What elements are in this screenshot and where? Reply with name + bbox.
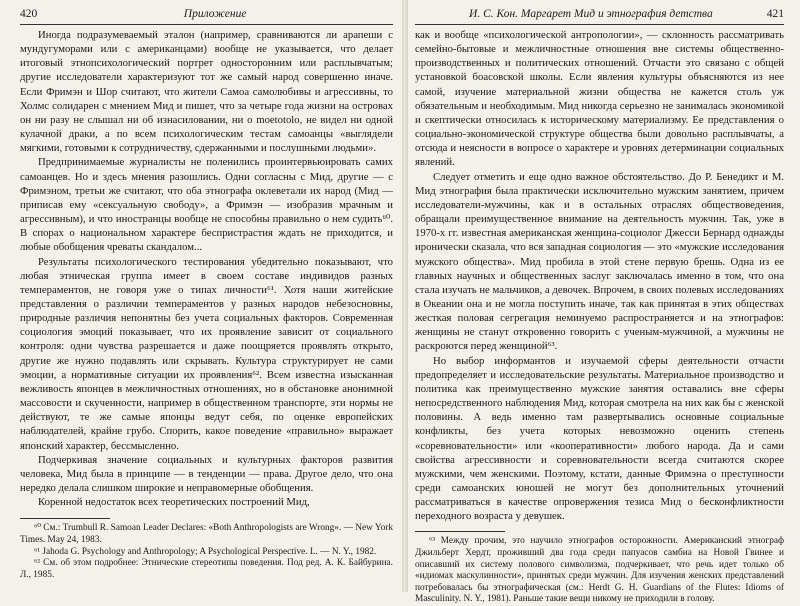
footnote-rule bbox=[20, 518, 110, 519]
footnote: ⁶³ Между прочим, это научило этнографов осторожности. Американский этнограф Джильберт Хердт, проживший два года среди папуасов самбиа на Новой Гвинее и описавший их систему полового символизма, подчеркивает, что речь идет только об «идиомах маскулинности», принятых среди мужчин. Для изучения женских представлений потребовалась бы этнографическая (см.: Herdt G. H. Guardians of the Flutes: Idioms of Masculinity. N. Y., 1981). Раньше такие вещи никому не приходили в голову. bbox=[415, 536, 784, 605]
paragraph: Подчеркивая значение социальных и культурных факторов развития человека, Мид была в принципе — в тенденции — права. Другое дело, что она нередко делала слишком широкие и неправомерные обобщения. bbox=[20, 453, 393, 494]
page-body bbox=[20, 28, 393, 509]
paragraph: Результаты психологического тестирования убедительно показывают, что любая этническая группа имеет в своем составе индивидов разных темпераментов, не говоря уже о типах личности⁶¹. Хотя наши житейские представления о различии темпераментов у разных народов небезосновны, природные различия непонятны без учета социальных факторов. Современная социология эмоций показывает, что их проявление зависит от социального контроля: одни чувства разрешается и даже поощряется проявлять открыто, другие же нужно подавлять или скрывать. Культура структурирует не сами эмоции, а нормативные ситуации их проявления⁶². Всем известна изысканная вежливость японцев в межличностных отношениях, но в обстановке анонимной массовости и скученности, например в общественном транспорте, эти нормы не действуют, те же самые японцы ведут себя, по оценке европейских наблюдателей, крайне грубо. Спорить, какое поведение «правильно» выражает японский характер, бессмысленно. bbox=[20, 255, 393, 452]
footnote: ⁶¹ Jahoda G. Psychology and Anthropology; A Psychological Perspective. L. — N. Y., 1982. bbox=[34, 546, 377, 557]
footnotes bbox=[20, 523, 393, 581]
footnote-rule bbox=[415, 531, 505, 532]
running-title: И. С. Кон. Маргарет Мид и этнография детства bbox=[469, 8, 713, 20]
right-page bbox=[405, 0, 800, 605]
running-header bbox=[20, 6, 393, 25]
page-number: 421 bbox=[766, 8, 784, 20]
paragraph: Иногда подразумеваемый эталон (например, сравниваются ли арапеши с мундугуморами или с американцами) вообще не указывается, что делает итоговый этнопсихологический портрет односторонним или расплывчатым; другие исследователи характеризуют тот же самый народ совершенно иначе. Если Фримэн и Шор считают, что жители Самоа самолюбивы и агрессивны, то Холмс солидарен с мнением Мид и пишет, что за четыре года жизни на островах он ни разу не слышал ни об изнасиловании, ни о moetotolo, не видел ни одной кулачной драки, а по всем психологическим тестам самоанцы «выглядели мягкими, готовыми к сотрудничеству, сдержанными и послушными людьми». bbox=[20, 29, 393, 155]
left-page bbox=[0, 0, 405, 592]
paragraph: Коренной недостаток всех теоретических построений Мид, bbox=[38, 496, 310, 509]
footnotes bbox=[415, 536, 784, 606]
paragraph: Но выбор информантов и изучаемой сферы деятельности отчасти предопределяет и исследовательские результаты. Материальное производство и политика как преимущественно мужские занятия оставались вне сферы непосредственного наблюдения Мид, которая смотрела на них как бы с женской половины. А ведь именно там развертывались основные социальные конфликты, без учета которых невозможно оценить степень «соревновательности» или «кооперативности» любого народа. Да и сами свойства агрессивности и соревновательности всегда считаются скорее мужскими, чем женскими. Поэтому, кстати, данные Фримэна о преступности среди самоанских юношей не могут без дополнительных уточнений рассматриваться в качестве опровержения тезиса Мид о бесконфликтности переходного возраста у девушек. bbox=[415, 354, 784, 523]
paragraph: Предпринимаемые журналисты не поленились проинтервьюировать самих самоанцев. Но и здесь мнения разошлись. Одни согласны с Мид, другие — с Фримэном, третьи же считают, что оба этнографа оклеветали их народ (Мид — приписав ему «сексуальную свободу», а Фримэн — изобразив мрачным и агрессивным), и что иностранцы вообще не способны правильно о нем судить⁶⁰. В спорах о национальном характере беспристрастия ждать не приходится, и любые обобщения чреваты скандалом... bbox=[20, 156, 393, 254]
paragraph: как и вообще «психологической антропологии», — склонность рассматривать семейно-бытовые и межличностные отношения вне системы общественно-производственных и политических отношений. Отчасти это связано с общей установкой боасовской школы. Если явления культуры объясняются из нее самой, изучение материальной жизни общества не кажется столь уж обязательным и необходимым. Мид никогда серьезно не занималась экономикой и скептически относилась к историческому материализму. Ее представления о социально-экономической структуре общества были довольно расплывчаты, а отсюда и неясности в вопросе о характере и уровнях детерминации социальных явлений. bbox=[415, 29, 784, 169]
footnote: ⁶² См. об этом подробнее: Этнические стереотипы поведения. Под ред. А. К. Байбурина. Л., 1985. bbox=[20, 558, 393, 580]
paragraph: Следует отметить и еще одно важное обстоятельство. До Р. Бенедикт и М. Мид этнография была практически исключительно мужским занятием, причем исследователи-мужчины, как и в остальных отраслях обществоведения, обращали преимущественное внимание на деятельность мужчин. Так, уже в 1970-х гг. известная американская женщина-социолог Джесси Бернард однажды иронически сказала, что вся западная социология — это «мужские исследования мужского общества». Мид пробила в этой стене первую брешь. Одна из ее главных научных и общественных заслуг заключалась именно в том, что она стала изучать не мальчиков, а девочек. Впрочем, в своих полевых исследованиях в Океании она и не могла поступить иначе, так как принятая в этих обществах жесткая половая сегрегация неминуемо распространяется и на этнографов: женщины не станут откровенно говорить с ученым-мужчиной, а мужчины не раскроются перед женщиной⁶³. bbox=[415, 170, 784, 353]
footnote: ⁶⁰ См.: Trumbull R. Samoan Leader Declares: «Both Anthropologists are Wrong». — New York Times. May 24, 1983. bbox=[20, 523, 393, 545]
page-number: 420 bbox=[20, 8, 38, 20]
running-header bbox=[415, 6, 784, 25]
page-body bbox=[415, 28, 784, 523]
running-title: Приложение bbox=[183, 8, 247, 20]
